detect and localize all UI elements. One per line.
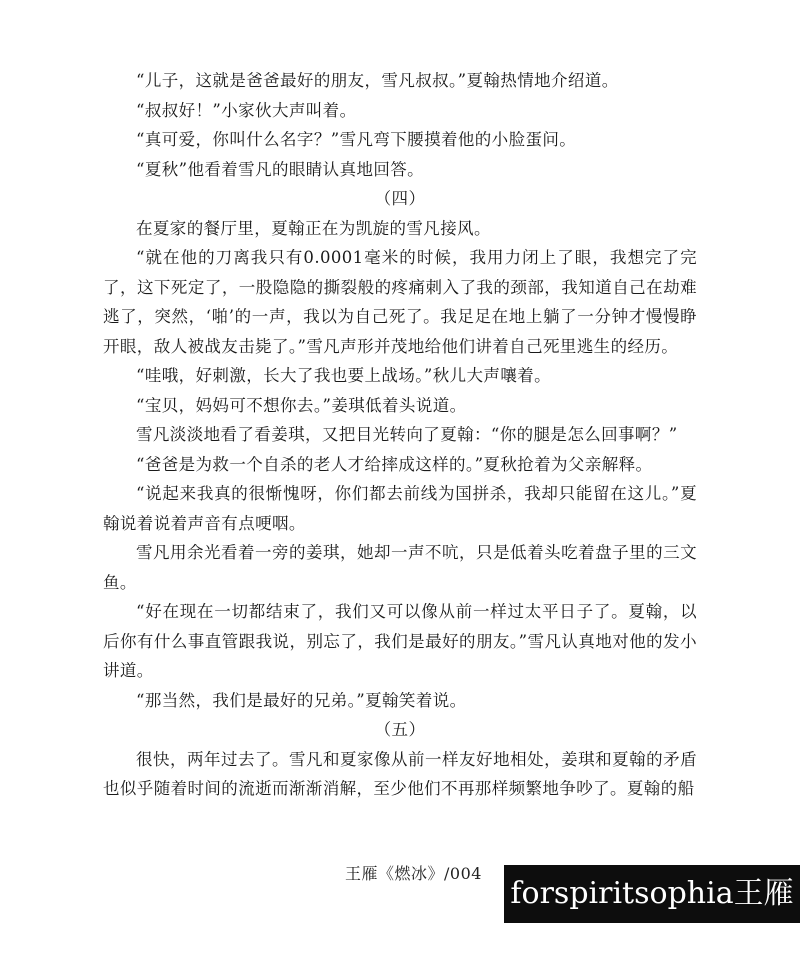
paragraph: “说起来我真的很惭愧呀，你们都去前线为国拼杀，我却只能留在这儿。”夏翰说着说着声音有点哽咽。 [103,484,697,533]
watermark-banner [504,865,800,923]
paragraph: “叔叔好！”小家伙大声叫着。 [136,100,357,120]
paragraph: 在夏家的餐厅里，夏翰正在为凯旋的雪凡接风。 [136,218,491,238]
paragraph: “哇哦，好刺激，长大了我也要上战场。”秋儿大声嚷着。 [136,366,552,385]
page-footer: 王雁《燃冰》/004 [345,864,482,883]
paragraph: “夏秋”他看着雪凡的眼睛认真地回答。 [136,159,425,179]
paragraph: “儿子，这就是爸爸最好的朋友，雪凡叔叔。”夏翰热情地介绍道。 [136,71,619,90]
paragraph: “那当然，我们是最好的兄弟。”夏翰笑着说。 [136,690,467,710]
paragraph: “真可爱，你叫什么名字？”雪凡弯下腰摸着他的小脸蛋问。 [136,130,577,149]
watermark-text: forspiritsophia王雁 [510,876,794,911]
paragraph: “好在现在一切都结束了，我们又可以像从前一样过太平日子了。夏翰，以后你有什么事直管跟我说，别忘了，我们是最好的朋友。”雪凡认真地对他的发小讲道。 [103,602,697,680]
section-heading: （四） [374,189,426,208]
body-text [103,66,697,804]
paragraph: “宝贝，妈妈可不想你去。”姜琪低着头说道。 [136,395,467,415]
paragraph: 很快，两年过去了。雪凡和夏家像从前一样友好地相处，姜琪和夏翰的矛盾也似乎随着时间的流逝而渐渐消解，至少他们不再那样频繁地争吵了。夏翰的船 [103,749,697,798]
paragraph: 雪凡用余光看着一旁的姜琪，她却一声不吭，只是低着头吃着盘子里的三文鱼。 [103,543,697,592]
section-heading: （五） [374,720,426,739]
paragraph: 雪凡淡淡地看了看姜琪，又把目光转向了夏翰：“你的腿是怎么回事啊？” [136,425,678,444]
paragraph: “就在他的刀离我只有0.0001毫米的时候，我用力闭上了眼，我想完了完了，这下死定了，一股隐隐的撕裂般的疼痛刺入了我的颈部，我知道自己在劫难逃了，突然，‘啪’的一声，我以为自己死了。我足足在地上躺了一分钟才慢慢睁开眼，敌人被战友击毙了。”雪凡声形并茂地给他们讲着自己死里逃生的经历。 [103,248,697,356]
paragraph: “爸爸是为救一个自杀的老人才给摔成这样的。”夏秋抢着为父亲解释。 [136,454,653,474]
